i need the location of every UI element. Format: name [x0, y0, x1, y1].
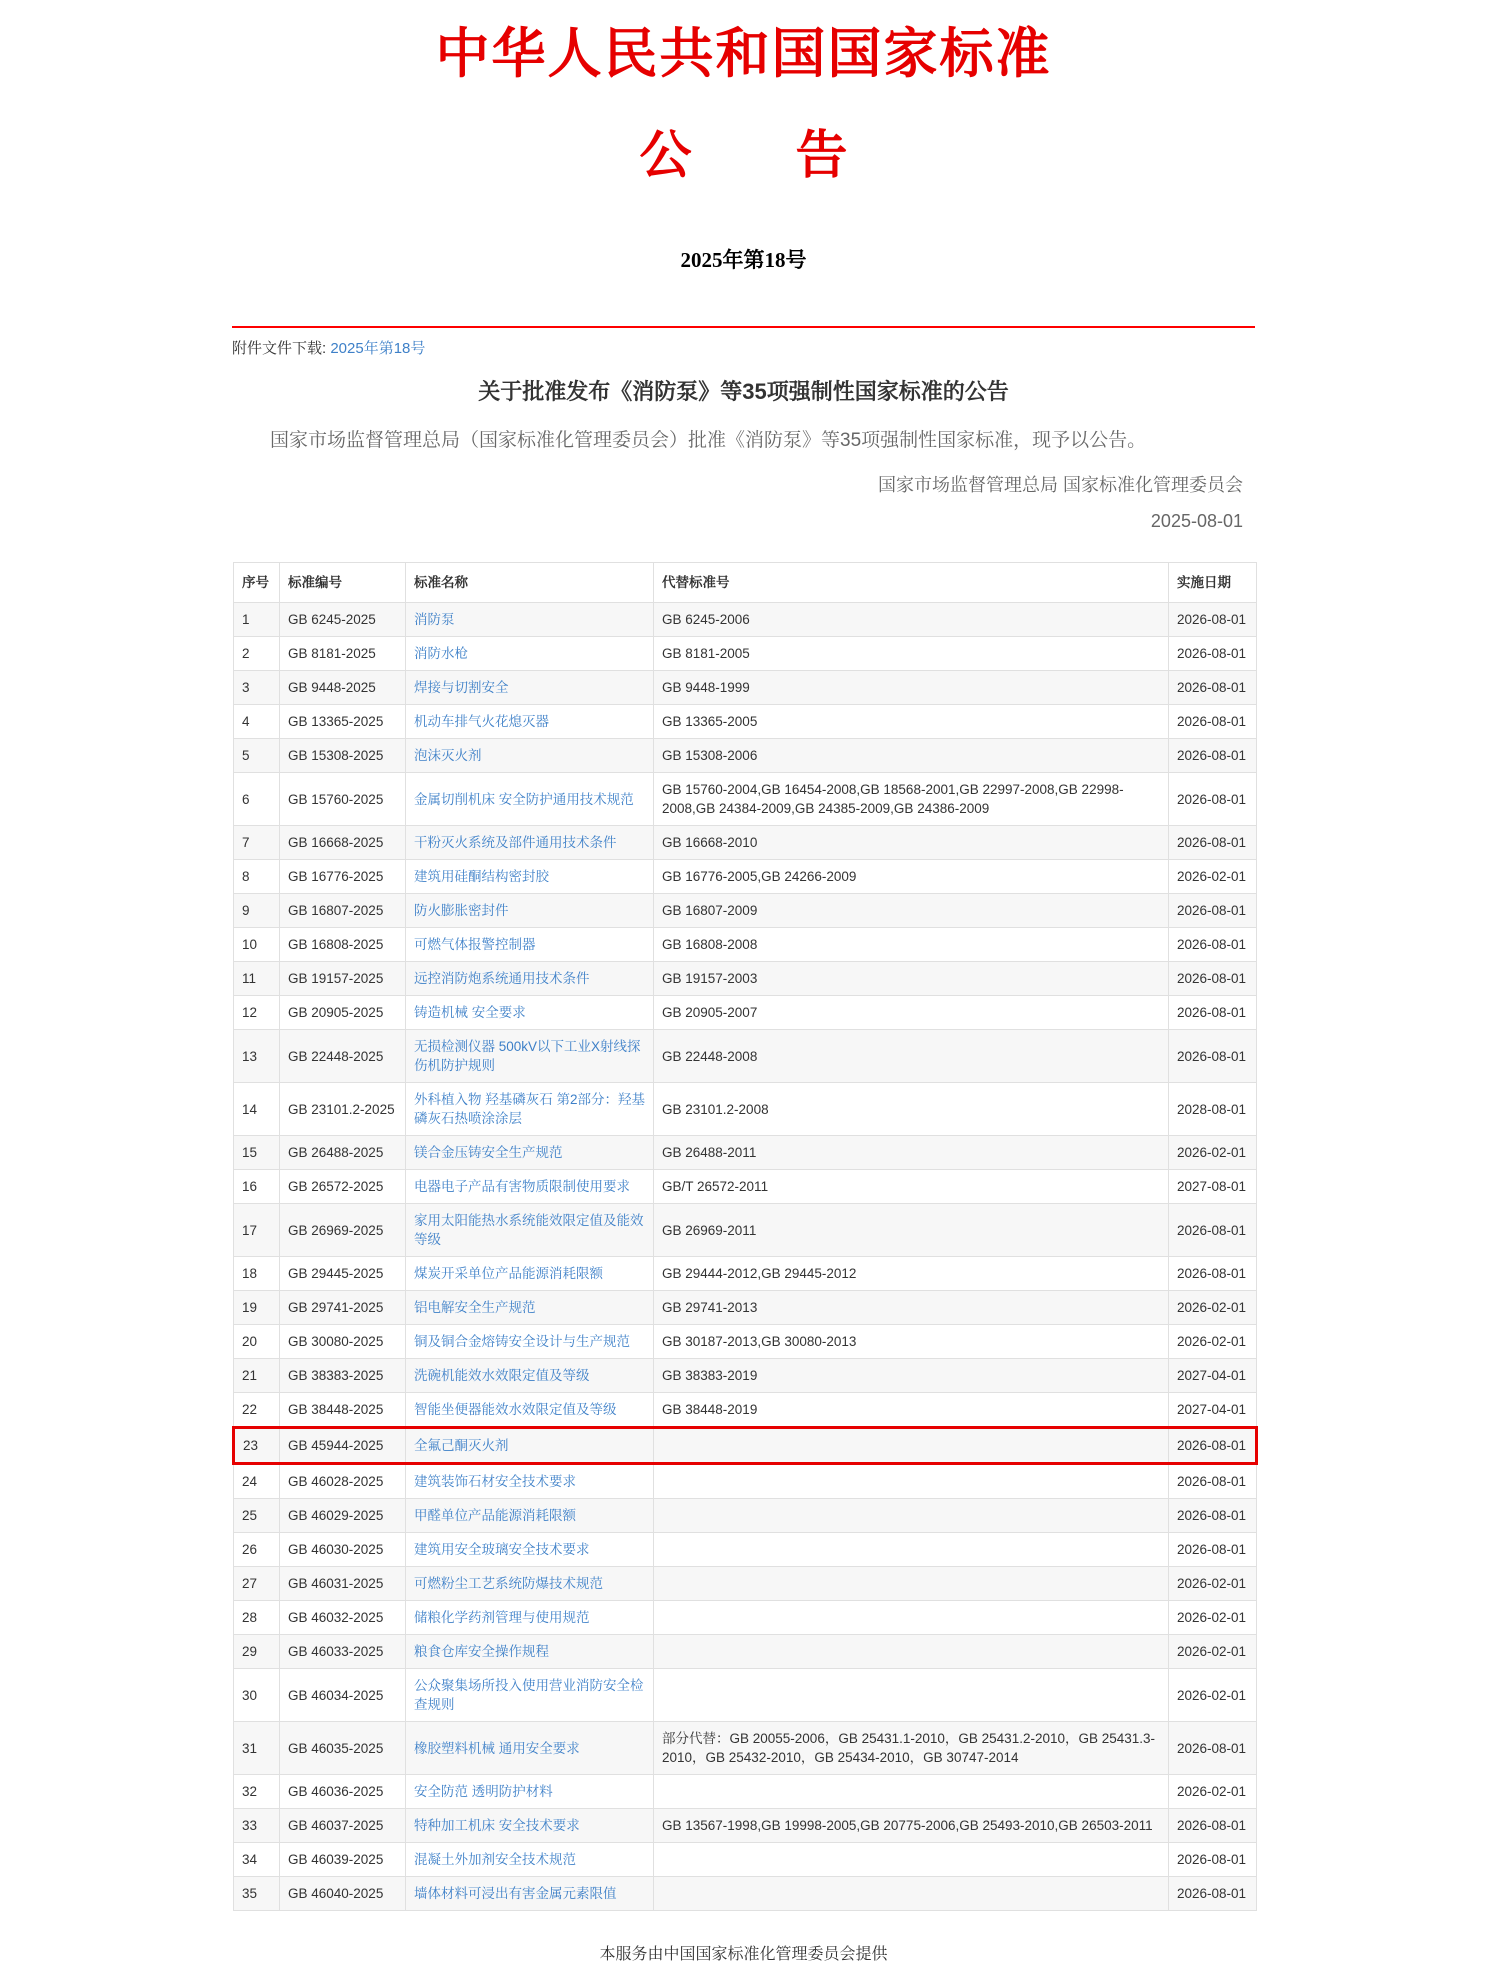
implementation-date: 2027-08-01 — [1169, 1170, 1257, 1204]
implementation-date: 2026-08-01 — [1169, 894, 1257, 928]
replaced-standards: GB 26488-2011 — [654, 1136, 1169, 1170]
standard-name-link[interactable]: 储粮化学药剂管理与使用规范 — [414, 1610, 590, 1625]
standard-name-cell — [406, 826, 654, 860]
row-number: 6 — [234, 773, 280, 826]
standard-code: GB 38448-2025 — [280, 1393, 406, 1428]
implementation-date: 2026-08-01 — [1169, 1257, 1257, 1291]
standard-name-link[interactable]: 煤炭开采单位产品能源消耗限额 — [414, 1266, 603, 1281]
standard-name-cell — [406, 1291, 654, 1325]
standard-code: GB 38383-2025 — [280, 1359, 406, 1393]
standard-code: GB 46040-2025 — [280, 1877, 406, 1911]
implementation-date: 2026-08-01 — [1169, 671, 1257, 705]
row-number: 15 — [234, 1136, 280, 1170]
implementation-date: 2026-08-01 — [1169, 1843, 1257, 1877]
replaced-standards: GB/T 26572-2011 — [654, 1170, 1169, 1204]
row-number: 5 — [234, 739, 280, 773]
standard-name-cell — [406, 1170, 654, 1204]
table-row — [234, 1775, 1257, 1809]
standard-code: GB 30080-2025 — [280, 1325, 406, 1359]
replaced-standards: GB 23101.2-2008 — [654, 1083, 1169, 1136]
standard-name-link[interactable]: 铜及铜合金熔铸安全设计与生产规范 — [414, 1334, 630, 1349]
replaced-standards: GB 16668-2010 — [654, 826, 1169, 860]
row-number: 33 — [234, 1809, 280, 1843]
standard-name-link[interactable]: 可燃粉尘工艺系统防爆技术规范 — [414, 1576, 603, 1591]
row-number: 18 — [234, 1257, 280, 1291]
replaced-standards: GB 29741-2013 — [654, 1291, 1169, 1325]
standard-code: GB 16808-2025 — [280, 928, 406, 962]
table-row — [234, 1291, 1257, 1325]
table-row — [234, 671, 1257, 705]
table-row — [234, 1567, 1257, 1601]
implementation-date: 2026-02-01 — [1169, 1325, 1257, 1359]
table-row — [234, 1809, 1257, 1843]
standard-code: GB 20905-2025 — [280, 996, 406, 1030]
standard-name-link[interactable]: 无损检测仪器 500kV以下工业X射线探伤机防护规则 — [414, 1039, 641, 1073]
standard-name-link[interactable]: 铸造机械 安全要求 — [414, 1005, 526, 1020]
replaced-standards: GB 15308-2006 — [654, 739, 1169, 773]
standard-code: GB 16668-2025 — [280, 826, 406, 860]
standard-name-cell — [406, 1809, 654, 1843]
standard-code: GB 26969-2025 — [280, 1204, 406, 1257]
row-number: 22 — [234, 1393, 280, 1428]
standard-code: GB 46036-2025 — [280, 1775, 406, 1809]
table-row — [234, 1635, 1257, 1669]
standard-name-cell — [406, 1464, 654, 1499]
standard-name-cell — [406, 1669, 654, 1722]
replaced-standards: GB 38383-2019 — [654, 1359, 1169, 1393]
implementation-date: 2026-08-01 — [1169, 928, 1257, 962]
replaced-standards: GB 16808-2008 — [654, 928, 1169, 962]
replaced-standards: 部分代替：GB 20055-2006，GB 25431.1-2010，GB 25431.2-2010，GB 25431.3-2010，GB 25432-2010，GB 25434-2010，GB 30747-2014 — [654, 1722, 1169, 1775]
implementation-date: 2027-04-01 — [1169, 1359, 1257, 1393]
standard-name-link[interactable]: 机动车排气火花熄灭器 — [414, 714, 549, 729]
standard-name-cell — [406, 773, 654, 826]
implementation-date: 2028-08-01 — [1169, 1083, 1257, 1136]
replaced-standards: GB 13365-2005 — [654, 705, 1169, 739]
table-row — [234, 826, 1257, 860]
replaced-standards — [654, 1843, 1169, 1877]
replaced-standards — [654, 1669, 1169, 1722]
replaced-standards — [654, 1567, 1169, 1601]
row-number: 8 — [234, 860, 280, 894]
standard-code: GB 6245-2025 — [280, 603, 406, 637]
implementation-date: 2026-08-01 — [1169, 826, 1257, 860]
replaced-standards: GB 15760-2004,GB 16454-2008,GB 18568-2001,GB 22997-2008,GB 22998-2008,GB 24384-2009,GB 24385-2009,GB 24386-2009 — [654, 773, 1169, 826]
row-number: 14 — [234, 1083, 280, 1136]
column-header-date: 实施日期 — [1169, 563, 1257, 603]
table-row — [234, 860, 1257, 894]
standard-name-link[interactable]: 镁合金压铸安全生产规范 — [414, 1145, 563, 1160]
standard-name-cell — [406, 1775, 654, 1809]
table-row — [234, 603, 1257, 637]
masthead-title: 中华人民共和国国家标准 — [435, 24, 1052, 84]
row-number: 19 — [234, 1291, 280, 1325]
replaced-standards — [654, 1499, 1169, 1533]
standard-name-cell — [406, 860, 654, 894]
standard-name-cell — [406, 1325, 654, 1359]
issue-number: 2025年第18号 — [680, 248, 807, 272]
implementation-date: 2026-08-01 — [1169, 603, 1257, 637]
table-row — [234, 1464, 1257, 1499]
row-number: 17 — [234, 1204, 280, 1257]
standard-code: GB 46035-2025 — [280, 1722, 406, 1775]
table-header-row — [234, 563, 1257, 603]
standard-name-cell — [406, 1257, 654, 1291]
notice-body: 国家市场监督管理总局（国家标准化管理委员会）批准《消防泵》等35项强制性国家标准，现予以公告。 — [270, 430, 1147, 451]
replaced-standards — [654, 1601, 1169, 1635]
standards-table — [232, 562, 1258, 1911]
table-row — [234, 705, 1257, 739]
row-number: 4 — [234, 705, 280, 739]
implementation-date: 2026-02-01 — [1169, 1136, 1257, 1170]
standard-code: GB 13365-2025 — [280, 705, 406, 739]
row-number: 7 — [234, 826, 280, 860]
standard-code: GB 46028-2025 — [280, 1464, 406, 1499]
replaced-standards: GB 9448-1999 — [654, 671, 1169, 705]
implementation-date: 2026-02-01 — [1169, 860, 1257, 894]
implementation-date: 2026-02-01 — [1169, 1669, 1257, 1722]
table-row — [234, 1204, 1257, 1257]
standard-name-link[interactable]: 铝电解安全生产规范 — [414, 1300, 536, 1315]
row-number: 26 — [234, 1533, 280, 1567]
standard-code: GB 15760-2025 — [280, 773, 406, 826]
standard-name-link[interactable]: 洗碗机能效水效限定值及等级 — [414, 1368, 590, 1383]
announcement-title: 公 告 — [639, 128, 848, 185]
table-row — [234, 1030, 1257, 1083]
column-header-code: 标准编号 — [280, 563, 406, 603]
attachment-download-link[interactable]: 2025年第18号 — [330, 340, 426, 357]
standard-name-cell — [406, 1601, 654, 1635]
standard-name-link[interactable]: 可燃气体报警控制器 — [414, 937, 536, 952]
table-row — [234, 773, 1257, 826]
replaced-standards: GB 38448-2019 — [654, 1393, 1169, 1428]
implementation-date: 2026-08-01 — [1169, 773, 1257, 826]
replaced-standards: GB 20905-2007 — [654, 996, 1169, 1030]
row-number: 20 — [234, 1325, 280, 1359]
standard-name-cell — [406, 1567, 654, 1601]
column-header-name: 标准名称 — [406, 563, 654, 603]
standard-code: GB 46030-2025 — [280, 1533, 406, 1567]
standard-name-link[interactable]: 泡沫灭火剂 — [414, 748, 482, 763]
standard-name-link[interactable]: 干粉灭火系统及部件通用技术条件 — [414, 835, 617, 850]
standard-code: GB 22448-2025 — [280, 1030, 406, 1083]
standard-name-cell — [406, 1533, 654, 1567]
row-number: 16 — [234, 1170, 280, 1204]
table-row — [234, 1877, 1257, 1911]
implementation-date: 2027-04-01 — [1169, 1393, 1257, 1428]
replaced-standards — [654, 1775, 1169, 1809]
replaced-standards — [654, 1464, 1169, 1499]
signature-line: 国家市场监督管理总局 国家标准化管理委员会 — [878, 475, 1243, 495]
table-row — [234, 1722, 1257, 1775]
page-container — [232, 0, 1255, 1964]
standard-name-cell — [406, 1393, 654, 1428]
table-row — [234, 928, 1257, 962]
replaced-standards — [654, 1428, 1169, 1464]
implementation-date: 2026-02-01 — [1169, 1567, 1257, 1601]
standard-name-link[interactable]: 全氟己酮灭火剂 — [414, 1438, 509, 1453]
standard-name-link[interactable]: 公众聚集场所投入使用营业消防安全检查规则 — [414, 1678, 644, 1712]
standard-name-link[interactable]: 消防泵 — [414, 612, 455, 627]
standard-name-link[interactable]: 甲醛单位产品能源消耗限额 — [414, 1508, 576, 1523]
row-number: 31 — [234, 1722, 280, 1775]
standard-code: GB 8181-2025 — [280, 637, 406, 671]
row-number: 25 — [234, 1499, 280, 1533]
standard-name-cell — [406, 1877, 654, 1911]
standard-name-link[interactable]: 橡胶塑料机械 通用安全要求 — [414, 1740, 580, 1756]
standard-name-link[interactable]: 粮食仓库安全操作规程 — [414, 1644, 549, 1659]
replaced-standards: GB 13567-1998,GB 19998-2005,GB 20775-2006,GB 25493-2010,GB 26503-2011 — [654, 1809, 1169, 1843]
row-number: 24 — [234, 1464, 280, 1499]
implementation-date: 2026-08-01 — [1169, 739, 1257, 773]
implementation-date: 2026-08-01 — [1169, 1809, 1257, 1843]
standard-name-link[interactable]: 特种加工机床 安全技术要求 — [414, 1818, 580, 1833]
standard-code: GB 15308-2025 — [280, 739, 406, 773]
table-row — [234, 894, 1257, 928]
standard-name-link[interactable]: 金属切削机床 安全防护通用技术规范 — [414, 791, 634, 807]
highlighted-row — [234, 1428, 1257, 1464]
standard-code: GB 46037-2025 — [280, 1809, 406, 1843]
table-row — [234, 1083, 1257, 1136]
standard-name-cell — [406, 1499, 654, 1533]
implementation-date: 2026-08-01 — [1169, 1030, 1257, 1083]
replaced-standards: GB 26969-2011 — [654, 1204, 1169, 1257]
replaced-standards: GB 16776-2005,GB 24266-2009 — [654, 860, 1169, 894]
implementation-date: 2026-08-01 — [1169, 1464, 1257, 1499]
standard-name-link[interactable]: 安全防范 透明防护材料 — [414, 1784, 553, 1799]
standard-code: GB 46033-2025 — [280, 1635, 406, 1669]
standard-name-link[interactable]: 墙体材料可浸出有害金属元素限值 — [414, 1886, 617, 1901]
implementation-date: 2026-08-01 — [1169, 996, 1257, 1030]
standard-name-cell — [406, 705, 654, 739]
standard-code: GB 46039-2025 — [280, 1843, 406, 1877]
row-number: 9 — [234, 894, 280, 928]
standard-name-cell — [406, 739, 654, 773]
row-number: 23 — [234, 1428, 280, 1464]
row-number: 35 — [234, 1877, 280, 1911]
replaced-standards: GB 29444-2012,GB 29445-2012 — [654, 1257, 1169, 1291]
standard-name-link[interactable]: 焊接与切割安全 — [414, 680, 509, 695]
row-number: 27 — [234, 1567, 280, 1601]
standard-name-link[interactable]: 防火膨胀密封件 — [414, 903, 509, 918]
standard-name-cell — [406, 1722, 654, 1775]
implementation-date: 2026-02-01 — [1169, 1635, 1257, 1669]
implementation-date: 2026-08-01 — [1169, 962, 1257, 996]
standard-code: GB 46032-2025 — [280, 1601, 406, 1635]
implementation-date: 2026-08-01 — [1169, 1533, 1257, 1567]
standard-name-cell — [406, 962, 654, 996]
standard-name-cell — [406, 1030, 654, 1083]
row-number: 3 — [234, 671, 280, 705]
table-row — [234, 1359, 1257, 1393]
standard-name-link[interactable]: 电器电子产品有害物质限制使用要求 — [414, 1179, 630, 1194]
row-number: 32 — [234, 1775, 280, 1809]
standard-code: GB 23101.2-2025 — [280, 1083, 406, 1136]
replaced-standards: GB 22448-2008 — [654, 1030, 1169, 1083]
standards-table-body — [234, 603, 1257, 1911]
implementation-date: 2026-08-01 — [1169, 1722, 1257, 1775]
table-row — [234, 1601, 1257, 1635]
standard-code: GB 46034-2025 — [280, 1669, 406, 1722]
standard-code: GB 26572-2025 — [280, 1170, 406, 1204]
implementation-date: 2026-08-01 — [1169, 705, 1257, 739]
standard-name-cell — [406, 637, 654, 671]
table-row — [234, 637, 1257, 671]
standard-name-cell — [406, 671, 654, 705]
attachment-section — [232, 326, 1255, 358]
row-number: 34 — [234, 1843, 280, 1877]
table-row — [234, 962, 1257, 996]
replaced-standards: GB 8181-2005 — [654, 637, 1169, 671]
table-row — [234, 1393, 1257, 1428]
standard-name-link[interactable]: 消防水枪 — [414, 646, 468, 661]
table-row — [234, 1325, 1257, 1359]
standard-name-cell — [406, 894, 654, 928]
standard-name-cell — [406, 996, 654, 1030]
row-number: 13 — [234, 1030, 280, 1083]
standard-code: GB 46029-2025 — [280, 1499, 406, 1533]
row-number: 12 — [234, 996, 280, 1030]
implementation-date: 2026-08-01 — [1169, 1877, 1257, 1911]
table-row — [234, 1669, 1257, 1722]
standard-code: GB 9448-2025 — [280, 671, 406, 705]
attachment-label: 附件文件下载: — [232, 340, 327, 357]
standard-name-cell — [406, 603, 654, 637]
table-row — [234, 996, 1257, 1030]
standard-name-cell — [406, 928, 654, 962]
column-header-replaces: 代替标准号 — [654, 563, 1169, 603]
footer-note: 本服务由中国国家标准化管理委员会提供 — [599, 1946, 888, 1963]
standard-name-link[interactable]: 远控消防炮系统通用技术条件 — [414, 971, 590, 986]
standard-name-cell — [406, 1204, 654, 1257]
standard-name-link[interactable]: 建筑用硅酮结构密封胶 — [414, 869, 549, 884]
standard-code: GB 29445-2025 — [280, 1257, 406, 1291]
table-row — [234, 1533, 1257, 1567]
standard-name-link[interactable]: 家用太阳能热水系统能效限定值及能效等级 — [414, 1213, 644, 1247]
standard-code: GB 19157-2025 — [280, 962, 406, 996]
implementation-date: 2026-02-01 — [1169, 1601, 1257, 1635]
replaced-standards: GB 16807-2009 — [654, 894, 1169, 928]
implementation-date: 2026-08-01 — [1169, 1499, 1257, 1533]
table-row — [234, 1170, 1257, 1204]
implementation-date: 2026-08-01 — [1169, 1204, 1257, 1257]
standard-name-cell — [406, 1136, 654, 1170]
standard-name-cell — [406, 1083, 654, 1136]
row-number: 30 — [234, 1669, 280, 1722]
column-header-no: 序号 — [234, 563, 280, 603]
table-row — [234, 1136, 1257, 1170]
standard-code: GB 46031-2025 — [280, 1567, 406, 1601]
table-row — [234, 1843, 1257, 1877]
table-row — [234, 1499, 1257, 1533]
implementation-date: 2026-02-01 — [1169, 1775, 1257, 1809]
row-number: 10 — [234, 928, 280, 962]
table-row — [234, 739, 1257, 773]
notice-title: 关于批准发布《消防泵》等35项强制性国家标准的公告 — [478, 379, 1009, 404]
replaced-standards: GB 6245-2006 — [654, 603, 1169, 637]
standard-name-link[interactable]: 外科植入物 羟基磷灰石 第2部分：羟基磷灰石热喷涂涂层 — [414, 1092, 646, 1126]
standard-code: GB 26488-2025 — [280, 1136, 406, 1170]
standard-name-cell — [406, 1359, 654, 1393]
standard-code: GB 16776-2025 — [280, 860, 406, 894]
implementation-date: 2026-02-01 — [1169, 1291, 1257, 1325]
row-number: 29 — [234, 1635, 280, 1669]
standard-name-link[interactable]: 智能坐便器能效水效限定值及等级 — [414, 1402, 617, 1417]
standard-name-link[interactable]: 建筑装饰石材安全技术要求 — [414, 1474, 576, 1489]
replaced-standards: GB 30187-2013,GB 30080-2013 — [654, 1325, 1169, 1359]
implementation-date: 2026-08-01 — [1169, 1428, 1257, 1464]
signature-date: 2025-08-01 — [1150, 511, 1243, 531]
standard-code: GB 16807-2025 — [280, 894, 406, 928]
replaced-standards — [654, 1533, 1169, 1567]
row-number: 1 — [234, 603, 280, 637]
standard-name-link[interactable]: 混凝土外加剂安全技术规范 — [414, 1852, 576, 1867]
row-number: 11 — [234, 962, 280, 996]
standard-name-cell — [406, 1428, 654, 1464]
replaced-standards — [654, 1877, 1169, 1911]
row-number: 21 — [234, 1359, 280, 1393]
table-row — [234, 1257, 1257, 1291]
replaced-standards: GB 19157-2003 — [654, 962, 1169, 996]
standard-name-cell — [406, 1843, 654, 1877]
standard-name-cell — [406, 1635, 654, 1669]
standard-code: GB 45944-2025 — [280, 1428, 406, 1464]
implementation-date: 2026-08-01 — [1169, 637, 1257, 671]
standard-name-link[interactable]: 建筑用安全玻璃安全技术要求 — [414, 1542, 590, 1557]
standard-code: GB 29741-2025 — [280, 1291, 406, 1325]
row-number: 2 — [234, 637, 280, 671]
row-number: 28 — [234, 1601, 280, 1635]
replaced-standards — [654, 1635, 1169, 1669]
